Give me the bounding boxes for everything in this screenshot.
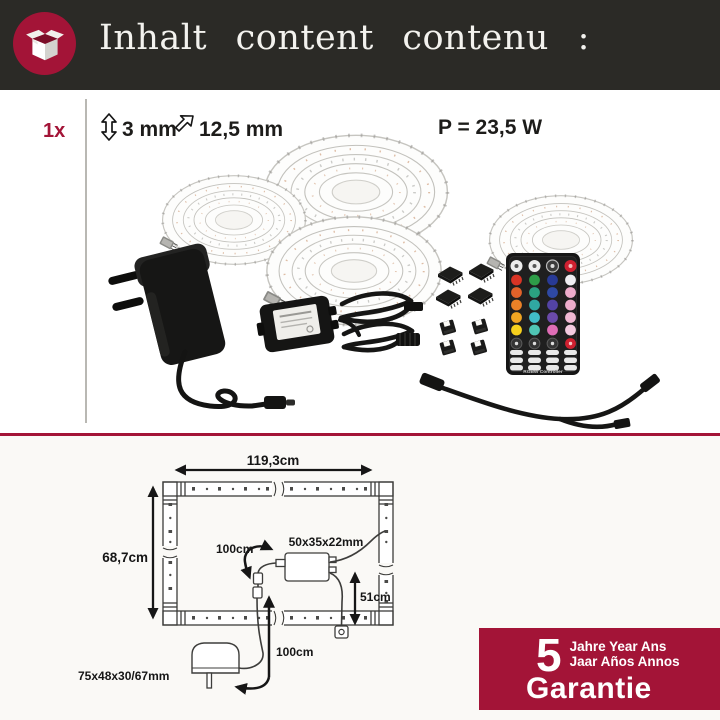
connection-cable-1-plug (404, 302, 423, 311)
remote-label: RGBW Controller (523, 370, 563, 376)
strip-connector-clip (468, 288, 493, 307)
product-illustration (0, 90, 720, 435)
strip-width-value: 12,5 mm (199, 118, 284, 141)
remote-control (506, 253, 580, 375)
guarantee-words-line1: Jahre Year Ans (569, 639, 667, 654)
installation-diagram (30, 440, 480, 720)
strip-frame (163, 482, 393, 625)
package-icon-badge (13, 12, 76, 75)
adapter-cable-length-label: 100cm (276, 645, 314, 659)
controller-dimensions-label: 50x35x22mm (288, 535, 364, 549)
controller-cable-length-label: 100cm (216, 542, 254, 556)
strip-connector-clip (469, 264, 494, 283)
mounting-clip (439, 339, 456, 355)
mounting-clip (470, 339, 487, 355)
guarantee-years: 5 (536, 629, 561, 681)
connection-cable-2-plug (396, 333, 420, 346)
mounting-clip (439, 319, 456, 335)
adapter-cable-arrow-curve (237, 677, 269, 689)
quantity-label: 1x (43, 120, 66, 142)
strip-connector-clip (436, 290, 461, 309)
open-box-icon (24, 23, 66, 65)
guarantee-title: Garantie (526, 671, 652, 705)
mounting-clip (471, 318, 488, 334)
power-value: P = 23,5 W (438, 116, 543, 139)
width-dimension-label: 119,3cm (246, 453, 300, 468)
header-bar (0, 0, 720, 90)
y-extension-cable (419, 372, 661, 429)
diagram-controller (276, 553, 336, 581)
end-connector (335, 626, 348, 638)
diagram-adapter (192, 643, 239, 688)
page-title: Inhalt content contenu : (99, 18, 590, 58)
strip-height-value: 3 mm (122, 118, 177, 141)
bottom-section (0, 436, 720, 720)
right-strip-length-label: 51cm (360, 590, 391, 604)
height-dimension-label: 68,7cm (102, 550, 148, 565)
guarantee-badge (479, 628, 720, 710)
adapter-dimensions-label: 75x48x30/67mm (78, 669, 170, 683)
guarantee-words-line2: Jaar Años Annos (569, 653, 680, 669)
